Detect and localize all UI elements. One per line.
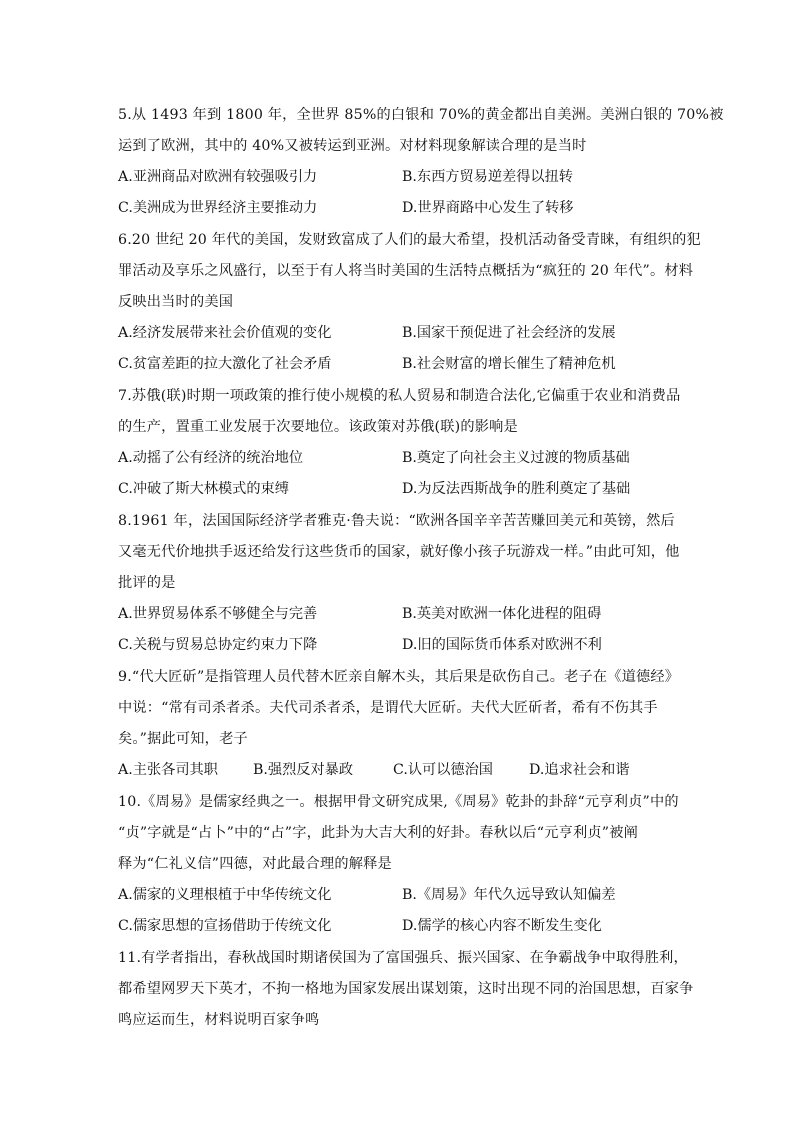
question-8-option-c: C.关税与贸易总协定约束力下降 — [118, 637, 318, 653]
question-8-option-b: B.英美对欧洲一体化进程的阻碍 — [402, 606, 602, 622]
question-5-line-2: 运到了欧洲，其中的 40%又被转运到亚洲。对材料现象解读合理的是当时 — [118, 138, 587, 154]
question-6-line-1: 6.20 世纪 20 年代的美国，发财致富成了人们的最大希望，投机活动备受青睐，有组织的犯 — [118, 232, 701, 248]
question-10-option-b: B.《周易》年代久远导致认知偏差 — [402, 887, 616, 903]
question-9-option-b: B.强烈反对暴政 — [253, 762, 354, 778]
question-7-option-d: D.为反法西斯战争的胜利奠定了基础 — [402, 481, 631, 497]
question-6-option-d: B.社会财富的增长催生了精神危机 — [402, 356, 616, 372]
question-10-option-a: A.儒家的义理根植于中华传统文化 — [118, 887, 332, 903]
question-10-option-c: C.儒家思想的宣扬借助于传统文化 — [118, 918, 332, 934]
question-7-option-c: C.冲破了斯大林模式的束缚 — [118, 481, 289, 497]
question-8-option-d: D.旧的国际货币体系对欧洲不利 — [402, 637, 602, 653]
question-7-option-a: A.动摇了公有经济的统治地位 — [118, 450, 304, 466]
question-8-line-3: 批评的是 — [118, 575, 176, 591]
question-9-option-a: A.主张各司其职 — [118, 762, 218, 778]
question-11-line-2: 都希望网罗天下英才，不拘一格地为国家发展出谋划策，这时出现不同的治国思想，百家争 — [118, 981, 694, 997]
question-6-option-a: A.经济发展带来社会价值观的变化 — [118, 325, 332, 341]
question-10-line-1: 10.《周易》是儒家经典之一。根据甲骨文研究成果,《周易》乾卦的卦辞“元亨利贞”中的 — [118, 794, 679, 810]
question-7-line-2: 的生产，置重工业发展于次要地位。该政策对苏俄(联)的影响是 — [118, 419, 518, 435]
question-5-option-b: B.东西方贸易逆差得以扭转 — [402, 169, 573, 185]
question-9-line-1: 9.“代大匠斫”是指管理人员代替木匠亲自解木头，其后果是砍伤自己。老子在《道德经》 — [118, 669, 680, 685]
question-8-option-a: A.世界贸易体系不够健全与完善 — [118, 606, 318, 622]
question-8-line-1: 8.1961 年，法国国际经济学者雅克·鲁夫说：“欧洲各国辛辛苦苦赚回美元和英镑，然后 — [118, 513, 675, 529]
question-5-option-a: A.亚洲商品对欧洲有较强吸引力 — [118, 169, 318, 185]
question-6-line-3: 反映出当时的美国 — [118, 294, 234, 310]
question-7-line-1: 7.苏俄(联)时期一项政策的推行使小规模的私人贸易和制造合法化,它偏重于农业和消费品 — [118, 388, 681, 404]
question-8-line-2: 又毫无代价地拱手返还给发行这些货币的国家，就好像小孩子玩游戏一样。”由此可知，他 — [118, 544, 680, 560]
question-9-line-2: 中说：“常有司杀者杀。夫代司杀者杀，是谓代大匠斫。夫代大匠斫者，希有不伤其手 — [118, 700, 658, 716]
question-9-line-3: 矣。”据此可知，老子 — [118, 731, 248, 747]
question-11-line-3: 鸣应运而生，材料说明百家争鸣 — [118, 1012, 320, 1028]
question-9-option-d: D.追求社会和谐 — [529, 762, 630, 778]
question-5-option-c: C.美洲成为世界经济主要推动力 — [118, 200, 318, 216]
question-6-option-c: C.贫富差距的拉大激化了社会矛盾 — [118, 356, 332, 372]
question-11-line-1: 11.有学者指出，春秋战国时期诸侯国为了富国强兵、振兴国家、在争霸战争中取得胜利， — [118, 950, 688, 966]
question-9-option-c: C.认可以德治国 — [393, 762, 493, 778]
question-5-option-d: D.世界商路中心发生了转移 — [402, 200, 574, 216]
question-6-line-2: 罪活动及享乐之风盛行，以至于有人将当时美国的生活特点概括为“疯狂的 20 年代”。材料 — [118, 263, 694, 279]
question-5-line-1: 5.从 1493 年到 1800 年，全世界 85%的白银和 70%的黄金都出自美洲。美洲白银的 70%被 — [118, 107, 724, 123]
question-6-option-b: B.国家干预促进了社会经济的发展 — [402, 325, 616, 341]
question-10-line-3: 释为“仁礼义信”四德，对此最合理的解释是 — [118, 856, 392, 872]
question-10-line-2: “贞”字就是“占卜”中的“占”字，此卦为大吉大利的好卦。春秋以后“元亨利贞”被阐 — [118, 825, 639, 841]
question-7-option-b: B.奠定了向社会主义过渡的物质基础 — [402, 450, 630, 466]
question-10-option-d: D.儒学的核心内容不断发生变化 — [402, 918, 602, 934]
